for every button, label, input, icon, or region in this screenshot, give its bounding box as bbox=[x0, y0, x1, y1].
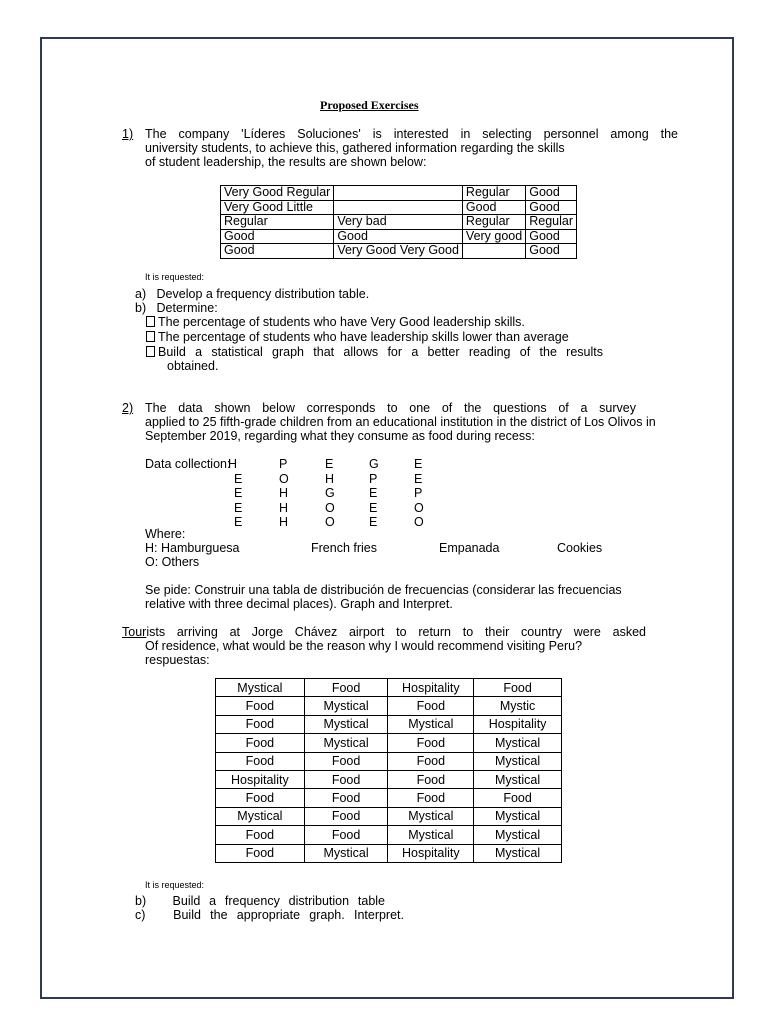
table-row bbox=[216, 789, 562, 807]
checkbox-glyph-icon bbox=[146, 316, 155, 327]
exercise-2-number: 2) bbox=[122, 401, 134, 415]
table-row bbox=[221, 244, 577, 259]
bullet-2-text: The percentage of students who have leadership skills lower than average bbox=[158, 330, 569, 344]
table-cell: Food bbox=[216, 826, 305, 844]
data-collection-cell: E bbox=[369, 486, 378, 500]
data-collection-cell: E bbox=[414, 457, 423, 471]
exercise-3-requested-label: It is requested: bbox=[145, 880, 205, 890]
exercise-1-number: 1) bbox=[122, 127, 134, 141]
table-cell: Mystical bbox=[474, 734, 562, 752]
table-cell: Regular bbox=[462, 215, 525, 230]
data-collection-cell: H bbox=[279, 500, 289, 515]
table-cell: Mystical bbox=[304, 844, 388, 862]
exercise-1-bullet-3 bbox=[146, 345, 603, 360]
exercise-3-text-line-3: respuestas: bbox=[145, 653, 210, 667]
table-cell: Food bbox=[216, 697, 305, 715]
data-collection-label: Data collection: bbox=[145, 457, 231, 471]
table-cell: Food bbox=[304, 679, 388, 697]
table-cell: Mystical bbox=[304, 697, 388, 715]
bullet-1-text: The percentage of students who have Very Good leadership skills. bbox=[158, 315, 525, 329]
data-collection-cell: P bbox=[279, 457, 288, 471]
table-cell: Food bbox=[388, 734, 474, 752]
data-collection-cell: P bbox=[369, 471, 378, 486]
bullet-3-text: Build a statistical graph that allows for a better reading of the results bbox=[158, 345, 603, 359]
table-row bbox=[216, 770, 562, 788]
table-cell: Mystical bbox=[388, 807, 474, 825]
table-cell: Regular bbox=[221, 215, 334, 230]
table-cell: Food bbox=[304, 770, 388, 788]
table-cell: Food bbox=[216, 844, 305, 862]
tourist-responses-table bbox=[215, 678, 562, 863]
exercise-1-text-line-1: The company 'Líderes Soluciones' is interested in selecting personnel among the bbox=[145, 127, 678, 141]
table-cell: Food bbox=[474, 679, 562, 697]
table-row bbox=[221, 215, 577, 230]
table-cell: Hospitality bbox=[216, 770, 305, 788]
table-cell: Regular bbox=[526, 215, 577, 230]
table-cell: Mystical bbox=[388, 826, 474, 844]
exercise-2-task-line-1: Se pide: Construir una tabla de distribución de frecuencias (considerar las frecuencias bbox=[145, 583, 622, 597]
data-collection-cell: E bbox=[414, 471, 423, 486]
exercise-1-bullet-1 bbox=[146, 315, 525, 330]
table-cell: Food bbox=[388, 770, 474, 788]
data-collection-cell: O bbox=[414, 500, 424, 515]
exercise-1-text-line-2: university students, to achieve this, gathered information regarding the skills bbox=[145, 141, 565, 155]
table-cell: Hospitality bbox=[474, 715, 562, 733]
legend-h: H: Hamburguesa bbox=[145, 541, 240, 555]
table-cell: Mystical bbox=[474, 752, 562, 770]
table-row bbox=[216, 844, 562, 862]
table-row bbox=[216, 826, 562, 844]
legend-o: O: Others bbox=[145, 555, 200, 569]
data-collection-grid bbox=[228, 457, 438, 532]
table-cell: Very Good Very Good bbox=[334, 244, 463, 259]
table-cell: Very Good Regular bbox=[221, 186, 334, 201]
exercise-3-item-b: b) Build a frequency distribution table bbox=[135, 894, 385, 908]
exercise-3-text-line-1 bbox=[122, 625, 646, 640]
table-cell: Food bbox=[304, 752, 388, 770]
table-row bbox=[216, 679, 562, 697]
data-collection-cell: O bbox=[279, 471, 289, 486]
data-collection-cell: E bbox=[325, 457, 334, 471]
exercise-2-text-line-2: applied to 25 fifth-grade children from an educational institution in the district of Los Olivos in bbox=[145, 415, 656, 429]
data-collection-cell: E bbox=[234, 486, 243, 500]
table-row bbox=[216, 715, 562, 733]
table-cell: Regular bbox=[462, 186, 525, 201]
exercise-1-item-b: b) Determine: bbox=[135, 301, 218, 315]
table-cell: Good bbox=[221, 229, 334, 244]
exercise-1-item-a: a) Develop a frequency distribution table. bbox=[135, 287, 370, 301]
exercise-3-line-1-rest: ists arriving at Jorge Chávez airport to return to their country were asked bbox=[146, 625, 646, 639]
data-collection-cell: E bbox=[234, 471, 243, 486]
checkbox-glyph-icon bbox=[146, 331, 155, 342]
data-collection-cell: H bbox=[279, 515, 289, 529]
table-cell: Food bbox=[388, 697, 474, 715]
exercise-2-text-line-3: September 2019, regarding what they consume as food during recess: bbox=[145, 429, 535, 443]
exercise-3-underlined-prefix: Tour bbox=[122, 625, 147, 639]
exercise-1-requested-label: It is requested: bbox=[145, 272, 205, 282]
table-cell: Mystical bbox=[216, 679, 305, 697]
table-cell: Good bbox=[462, 200, 525, 215]
table-cell: Food bbox=[304, 789, 388, 807]
table-cell: Mystical bbox=[474, 807, 562, 825]
table-cell: Very Good Little bbox=[221, 200, 334, 215]
table-row bbox=[216, 752, 562, 770]
data-collection-cell: H bbox=[279, 486, 289, 500]
table-cell: Mystical bbox=[304, 715, 388, 733]
table-cell: Food bbox=[304, 807, 388, 825]
table-row bbox=[216, 697, 562, 715]
data-collection-cell: P bbox=[414, 486, 423, 500]
data-collection-cell: H bbox=[228, 457, 238, 471]
table-cell: Very good bbox=[462, 229, 525, 244]
table-cell: Mystical bbox=[216, 807, 305, 825]
data-collection-cell: H bbox=[325, 471, 335, 486]
table-row bbox=[221, 229, 577, 244]
data-collection-cell: O bbox=[414, 515, 424, 529]
data-collection-cell: G bbox=[325, 486, 335, 500]
exercise-1-bullet-3-cont: obtained. bbox=[167, 359, 219, 373]
table-row bbox=[221, 186, 577, 201]
table-cell: Very bad bbox=[334, 215, 463, 230]
table-cell bbox=[334, 186, 463, 201]
table-cell: Mystical bbox=[474, 826, 562, 844]
data-collection-cell: E bbox=[234, 500, 243, 515]
table-cell: Good bbox=[221, 244, 334, 259]
table-cell: Good bbox=[526, 244, 577, 259]
exercise-3-item-c: c) Build the appropriate graph. Interpret. bbox=[135, 908, 404, 922]
table-cell: Food bbox=[216, 789, 305, 807]
data-collection-cell: E bbox=[369, 515, 378, 529]
exercise-2-text-line-1: The data shown below corresponds to one of the questions of a survey bbox=[145, 401, 636, 415]
leadership-data-table bbox=[220, 185, 577, 259]
data-collection-cell: O bbox=[325, 515, 335, 529]
data-collection-cell: E bbox=[369, 500, 378, 515]
legend-p: French fries bbox=[311, 541, 377, 555]
table-cell bbox=[334, 200, 463, 215]
table-cell: Hospitality bbox=[388, 844, 474, 862]
table-cell bbox=[462, 244, 525, 259]
legend-g: Cookies bbox=[557, 541, 603, 555]
table-cell: Mystical bbox=[388, 715, 474, 733]
table-row bbox=[216, 734, 562, 752]
table-cell: Food bbox=[474, 789, 562, 807]
table-cell: Food bbox=[216, 715, 305, 733]
table-cell: Mystical bbox=[474, 844, 562, 862]
table-cell: Food bbox=[216, 734, 305, 752]
table-row bbox=[216, 807, 562, 825]
table-cell: Good bbox=[526, 229, 577, 244]
data-collection-cell: G bbox=[369, 457, 379, 471]
table-cell: Food bbox=[304, 826, 388, 844]
page-title: Proposed Exercises bbox=[320, 98, 419, 112]
table-cell: Mystic bbox=[474, 697, 562, 715]
table-cell: Food bbox=[216, 752, 305, 770]
table-cell: Good bbox=[334, 229, 463, 244]
data-collection-cell: E bbox=[234, 515, 243, 529]
exercise-1-text-line-3: of student leadership, the results are shown below: bbox=[145, 155, 427, 169]
table-cell: Good bbox=[526, 200, 577, 215]
table-cell: Mystical bbox=[474, 770, 562, 788]
table-cell: Food bbox=[388, 789, 474, 807]
legend-e: Empanada bbox=[439, 541, 500, 555]
table-cell: Food bbox=[388, 752, 474, 770]
table-cell: Hospitality bbox=[388, 679, 474, 697]
checkbox-glyph-icon bbox=[146, 346, 155, 357]
table-row bbox=[221, 200, 577, 215]
where-label: Where: bbox=[145, 527, 186, 541]
exercise-1-bullet-2 bbox=[146, 330, 569, 345]
exercise-2-task-line-2: relative with three decimal places). Graph and Interpret. bbox=[145, 597, 453, 611]
table-cell: Mystical bbox=[304, 734, 388, 752]
data-collection-cell: O bbox=[325, 500, 335, 515]
table-cell: Good bbox=[526, 186, 577, 201]
exercise-3-text-line-2: Of residence, what would be the reason why I would recommend visiting Peru? bbox=[145, 639, 583, 653]
